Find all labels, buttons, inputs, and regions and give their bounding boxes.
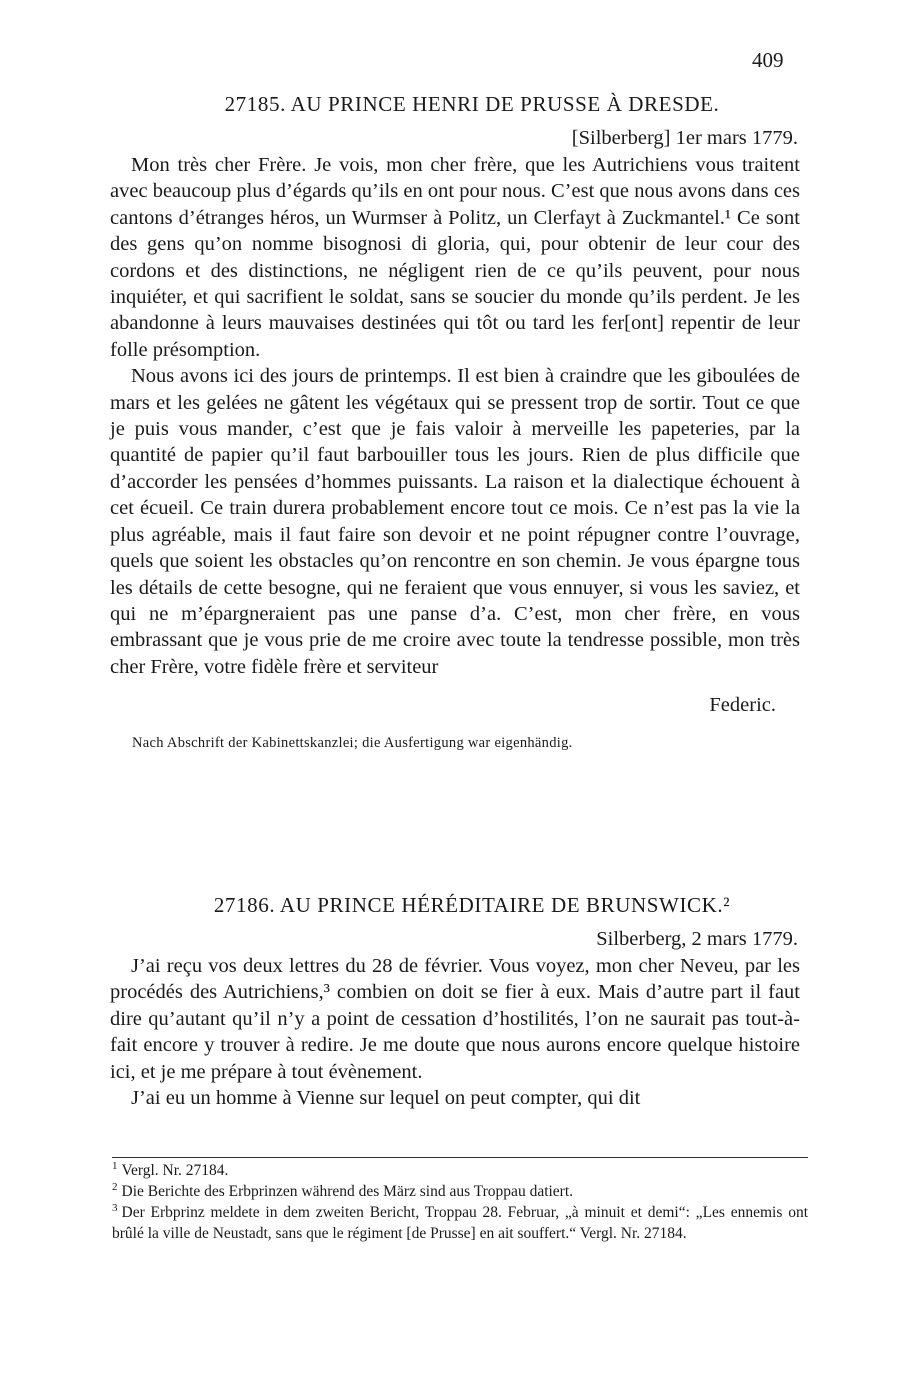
footnote-text: Vergl. Nr. 27184. <box>121 1162 229 1179</box>
page-number: 409 <box>752 48 784 72</box>
letter-body <box>110 953 800 1111</box>
footnote-text: Der Erbprinz meldete in dem zweiten Bericht, Troppau 28. Februar, „à minuit et demi“: „Les ennemis ont brûlé la ville de Neustadt, sans que le régiment [de Prusse] en ait souffert.“ Vergl. Nr. 27184. <box>112 1204 808 1242</box>
source-note: Nach Abschrift der Kabinettskanzlei; die Ausfertigung war eigenhändig. <box>132 735 573 752</box>
letter-heading: 27185. AU PRINCE HENRI DE PRUSSE À DRESDE. <box>224 92 720 116</box>
signature: Federic. <box>709 694 776 717</box>
footnote-mark: 1 <box>112 1159 118 1172</box>
paragraph: J’ai reçu vos deux lettres du 28 de février. Vous voyez, mon cher Neveu, par les procédés des Autrichiens,³ combien on doit se fier à eux. Mais d’autre part il faut dire qu’autant qu’il n’y a point de cessation d’hostilités, l’on ne saurait pas tout-à-fait encore y trouver à redire. Je me doute que nous aurons encore quelque histoire ici, et je me prépare à tout évènement. <box>110 955 800 1083</box>
letter-heading: 27186. AU PRINCE HÉRÉDITAIRE DE BRUNSWICK.² <box>213 893 731 917</box>
letter-27186 <box>110 893 800 1111</box>
letter-body <box>110 152 800 680</box>
letter-27185 <box>110 92 800 752</box>
footnote <box>112 1202 808 1244</box>
paragraph: Mon très cher Frère. Je vois, mon cher frère, que les Autrichiens vous traitent avec beaucoup plus d’égards qu’ils en ont pour nous. C’est que nous avons dans ces cantons d’étranges héros, un Wurmser à Politz, un Clerfayt à Zuckmantel.¹ Ce sont des gens qu’on nomme bisognosi di gloria, qui, pour obtenir de leur cour des cordons et des distinctions, ne négligent rien de ce qu’ils peuvent, pour nous inquiéter, et qui sacrifient le soldat, sans se soucier du monde qu’ils perdent. Je les abandonne à leurs mauvaises destinées qui tôt ou tard les fer[ont] repentir de leur folle présomption. <box>110 154 800 361</box>
footnote-divider <box>112 1157 808 1158</box>
paragraph: Nous avons ici des jours de printemps. Il est bien à craindre que les giboulées de mars et les gelées ne gâtent les végétaux qui se pressent trop de sortir. Tout ce que je puis vous mander, c’est que je fais valoir à merveille les papeteries, par la quantité de papier qu’il faut barbouiller tous les jours. Rien de plus difficile que d’accorder les pensées d’hommes puissants. La raison et la dialectique échouent à cet écueil. Ce train durera probablement encore tout ce mois. Ce n’est pas la vie la plus agréable, mais il faut faire son devoir et ne point répugner contre l’ouvrage, quels que soient les obstacles qu’on rencontre en son chemin. Je vous épargne tous les détails de cette besogne, qui ne feraient que vous ennuyer, si vous les saviez, et qui ne m’épargneraient pas une panse d’a. C’est, mon cher frère, en vous embrassant que je vous prie de me croire avec toute la tendresse possible, mon très cher Frère, votre fidèle frère et serviteur <box>110 365 800 678</box>
letter-date: Silberberg, 2 mars 1779. <box>596 928 798 950</box>
footnote <box>112 1160 808 1181</box>
footnotes <box>112 1160 808 1244</box>
footnote-text: Die Berichte des Erbprinzen während des März sind aus Troppau datiert. <box>121 1183 574 1200</box>
footnote <box>112 1181 808 1202</box>
paragraph: J’ai eu un homme à Vienne sur lequel on peut compter, qui dit <box>131 1087 641 1110</box>
footnote-mark: 3 <box>112 1201 118 1214</box>
footnote-mark: 2 <box>112 1180 118 1193</box>
letter-date: [Silberberg] 1er mars 1779. <box>571 127 798 149</box>
